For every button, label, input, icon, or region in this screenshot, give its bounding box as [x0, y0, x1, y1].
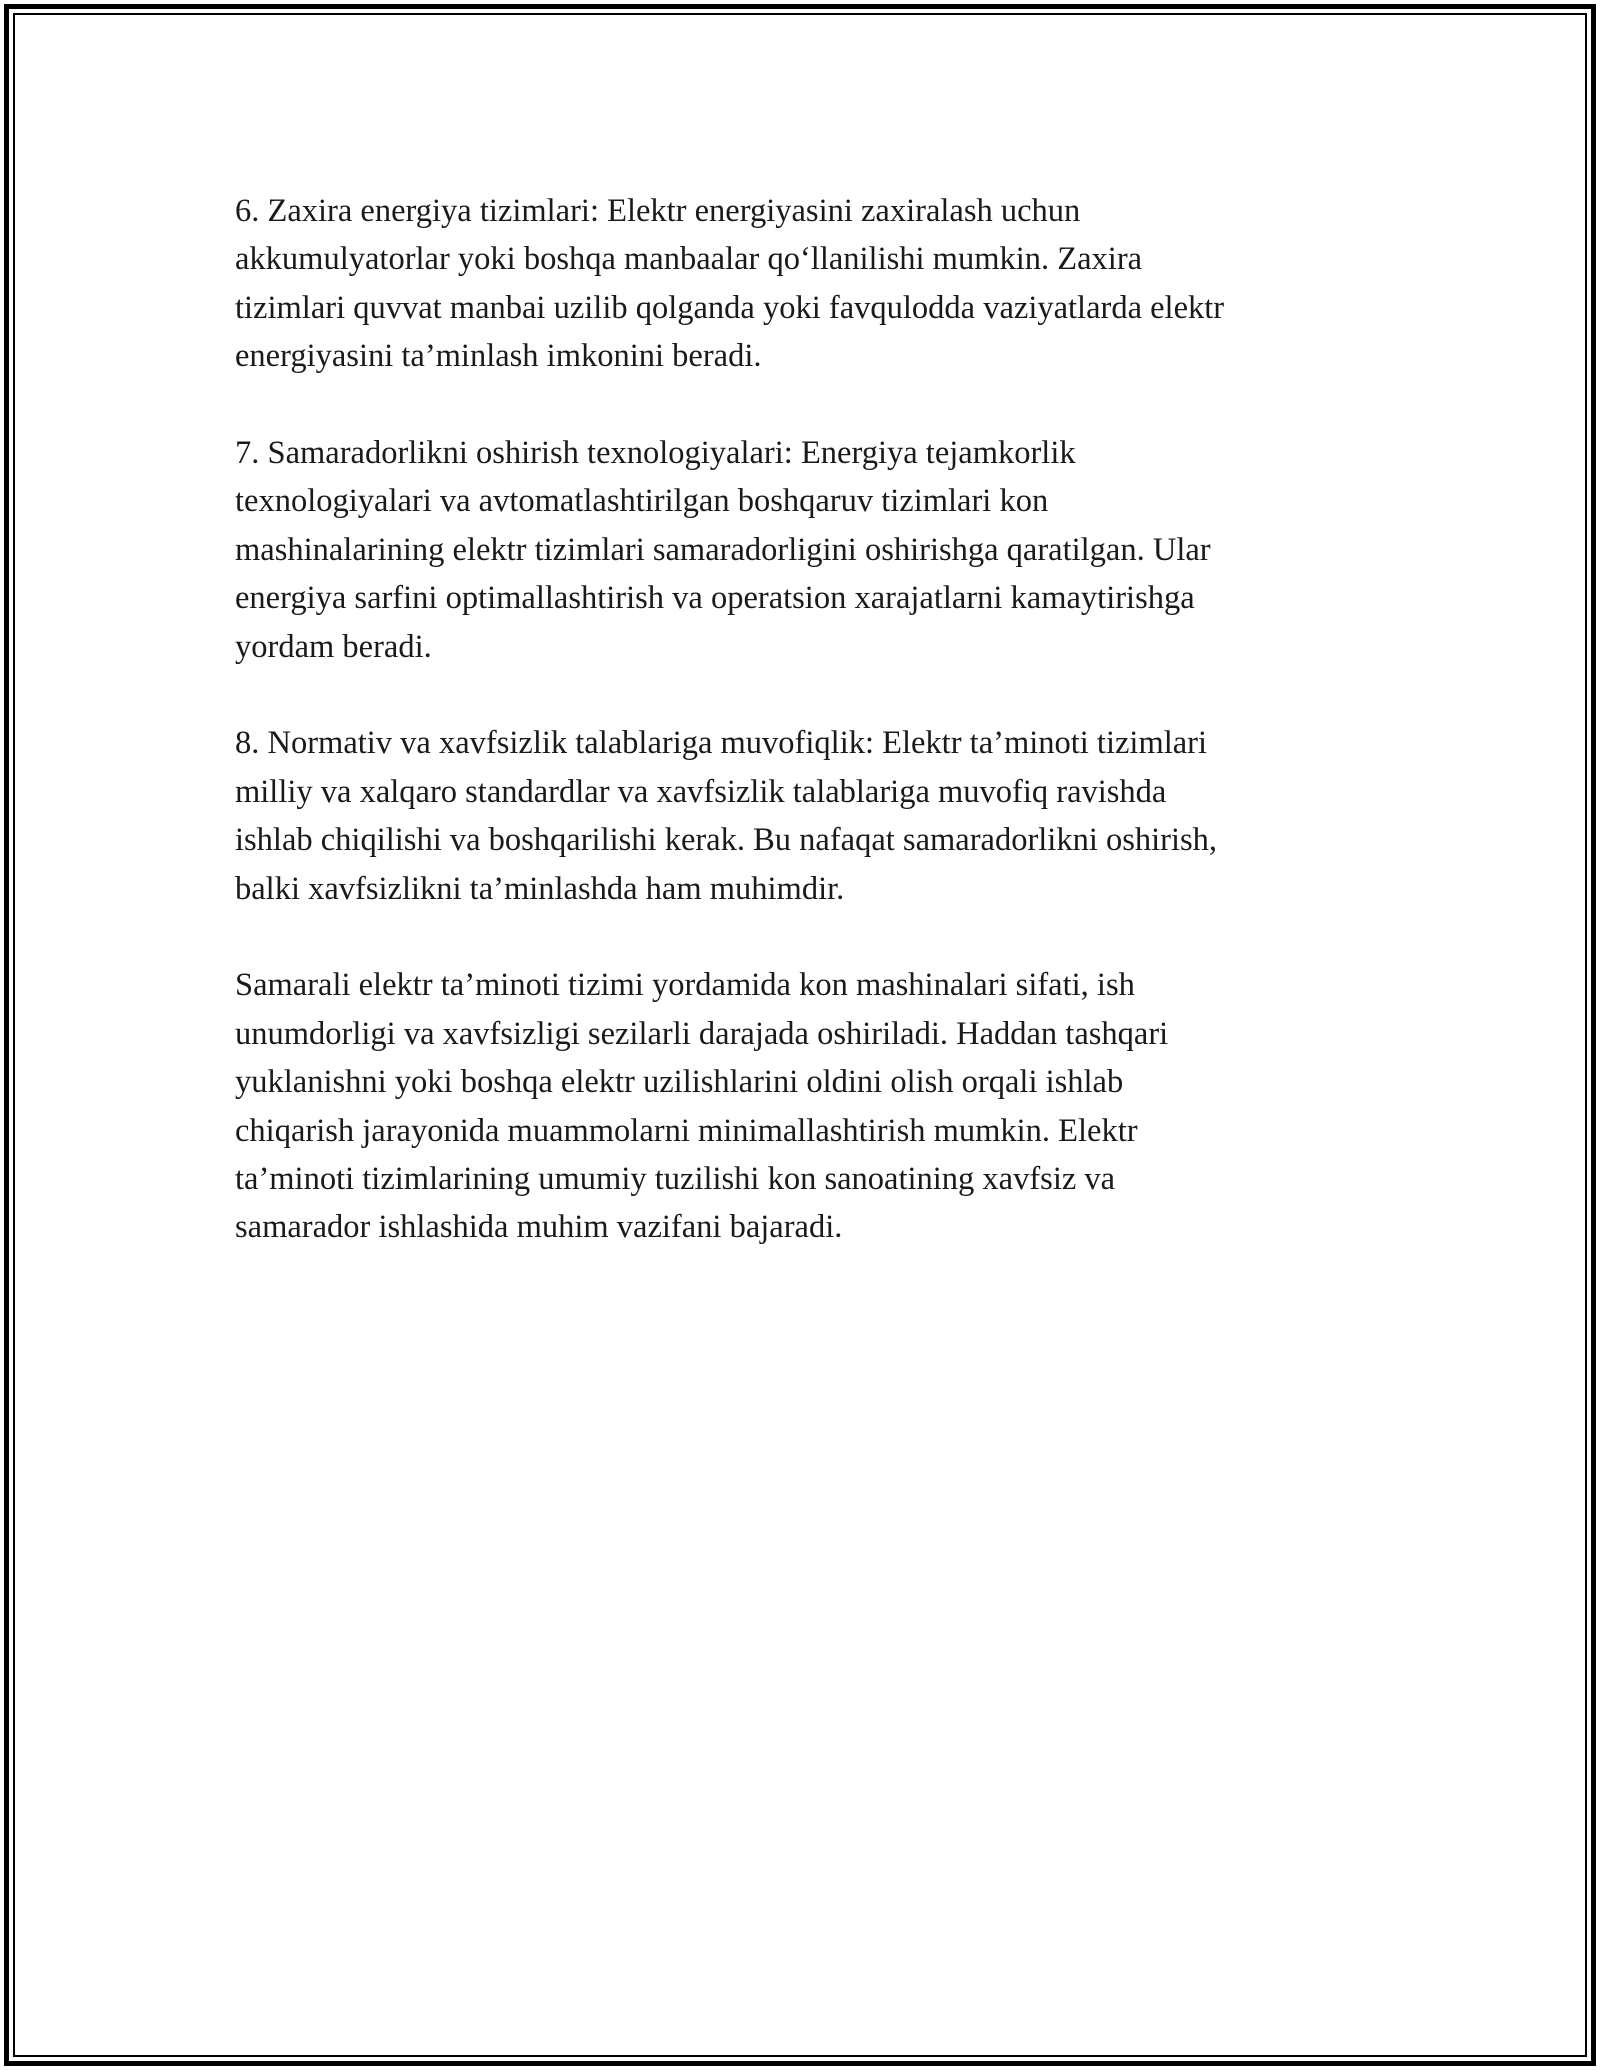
text-line: balki xavfsizlikni ta’minlashda ham muhimdir. [235, 870, 845, 907]
text-line: chiqarish jarayonida muammolarni minimallashtirish mumkin. Elektr [235, 1112, 1138, 1149]
paragraph-conclusion [235, 961, 1370, 1251]
text-line: tizimlari quvvat manbai uzilib qolganda yoki favqulodda vaziyatlarda elektr [235, 289, 1225, 326]
text-line: akkumulyatorlar yoki boshqa manbaalar qo‘llanilishi mumkin. Zaxira [235, 241, 1143, 278]
text-line: yordam beradi. [235, 628, 432, 665]
text-line: energiyasini ta’minlash imkonini beradi. [235, 338, 762, 375]
document-body [235, 187, 1370, 1300]
text-line: texnologiyalari va avtomatlashtirilgan boshqaruv tizimlari kon [235, 483, 1049, 520]
text-line: milliy va xalqaro standardlar va xavfsizlik talablariga muvofiq ravishda [235, 773, 1167, 810]
text-line: 6. Zaxira energiya tizimlari: Elektr energiyasini zaxiralash uchun [235, 193, 1081, 229]
text-line: yuklanishni yoki boshqa elektr uzilishlarini oldini olish orqali ishlab [235, 1064, 1124, 1101]
text-line: energiya sarfini optimallashtirish va operatsion xarajatlarni kamaytirishga [235, 580, 1195, 617]
paragraph-backup-energy-systems [235, 187, 1370, 381]
text-line: Samarali elektr ta’minoti tizimi yordamida kon mashinalari sifati, ish [235, 967, 1135, 1004]
text-line: samarador ishlashida muhim vazifani bajaradi. [235, 1209, 843, 1246]
text-line: unumdorligi va xavfsizligi sezilarli darajada oshiriladi. Haddan tashqari [235, 1015, 1169, 1052]
text-line: 8. Normativ va xavfsizlik talablariga muvofiqlik: Elektr ta’minoti tizimlari [235, 725, 1208, 762]
text-line: mashinalarining elektr tizimlari samaradorligini oshirishga qaratilgan. Ular [235, 531, 1211, 568]
text-line: 7. Samaradorlikni oshirish texnologiyalari: Energiya tejamkorlik [235, 435, 1076, 472]
paragraph-regulatory-compliance [235, 719, 1370, 913]
text-line: ishlab chiqilishi va boshqarilishi kerak. Bu nafaqat samaradorlikni oshirish, [235, 822, 1218, 859]
text-line: ta’minoti tizimlarining umumiy tuzilishi kon sanoatining xavfsiz va [235, 1161, 1116, 1198]
paragraph-efficiency-technologies [235, 429, 1370, 671]
